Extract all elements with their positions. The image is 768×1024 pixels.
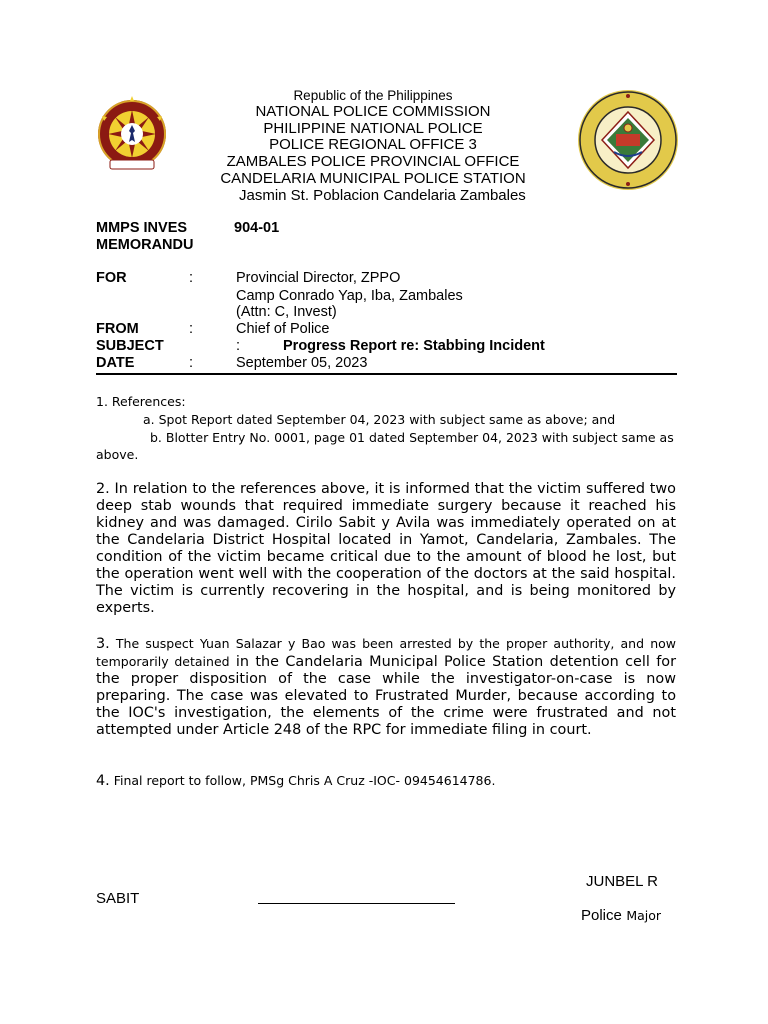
references-heading: 1. References: (96, 394, 186, 409)
header-napolcom: NATIONAL POLICE COMMISSION (255, 103, 491, 120)
paragraph-3-number: 3. (96, 636, 110, 652)
signatory-rank (581, 907, 661, 925)
reference-b-line1: b. Blotter Entry No. 0001, page 01 dated September 04, 2023 with subject same as (150, 430, 674, 445)
memo-code-line1: MMPS INVES (96, 220, 188, 236)
header-pnp: PHILIPPINE NATIONAL POLICE (263, 120, 483, 137)
for-label: FOR (96, 270, 127, 286)
for-line-1: Provincial Director, ZPPO (236, 270, 401, 286)
rank-word-1: Police (581, 907, 622, 924)
reference-a: a. Spot Report dated September 04, 2023 with subject same as above; and (143, 412, 616, 427)
paragraph-2: 2. In relation to the references above, it is informed that the victim suffered two deep stab wounds that required immediate surgery because it reached his kidney and was damaged. Cirilo Sabit y Avila was immediately operated on at the Candelaria District Hospital located in Yamot, Candelaria, Zambales. The condition of the victim became critical due to the amount of blood he lost, but the operation went well with the cooperation of the doctors at the said hospital. The victim is currently recovering in the hospital, and is being monitored by experts. (96, 481, 676, 616)
header-provincial: ZAMBALES POLICE PROVINCIAL OFFICE (226, 153, 520, 170)
subject-label: SUBJECT (96, 338, 164, 354)
header-regional: POLICE REGIONAL OFFICE 3 (269, 136, 477, 153)
from-colon: : (189, 321, 194, 337)
for-line-3: (Attn: C, Invest) (236, 304, 337, 320)
subject-value: Progress Report re: Stabbing Incident (283, 338, 545, 354)
date-value: September 05, 2023 (236, 355, 368, 371)
paragraph-3-text: in the Candelaria Municipal Police Station detention cell for the proper disposition of the case while the investigator-on-case is now preparing. The case was elevated to Frustrated Murder, because according to the IOC's investigation, the elements of the crime were frustrated and not attempted under Article 248 of the RPC for immediate filing in court. (96, 654, 676, 738)
from-value: Chief of Police (236, 321, 330, 337)
date-colon: : (189, 355, 194, 371)
from-label: FROM (96, 321, 139, 337)
memo-number: 904-01 (234, 220, 280, 236)
paragraph-4-text: Final report to follow, PMSg Chris A Cruz -IOC- 09454614786. (109, 773, 496, 788)
date-label: DATE (96, 355, 135, 371)
subject-colon: : (236, 338, 241, 354)
pnp-seal (96, 94, 168, 180)
header-station: CANDELARIA MUNICIPAL POLICE STATION (220, 170, 526, 187)
rank-word-2: Major (626, 908, 662, 923)
for-line-2: Camp Conrado Yap, Iba, Zambales (236, 288, 463, 304)
signature-line (258, 903, 455, 904)
paragraph-3-small-text: The suspect Yuan Salazar y Bao was been arrested by the proper authority, and now temporarily detained (96, 636, 676, 669)
header-address: Jasmin St. Poblacion Candelaria Zambales (239, 187, 526, 204)
header-republic: Republic of the Philippines (293, 88, 453, 103)
signatory-name-part1: JUNBEL R (586, 873, 658, 890)
reference-b-line2: above. (96, 447, 139, 462)
memo-code-line2: MEMORANDU (96, 237, 194, 253)
paragraph-3 (96, 635, 676, 739)
paragraph-4 (96, 772, 676, 790)
header-divider (96, 373, 677, 375)
station-seal (576, 88, 680, 192)
for-colon: : (189, 270, 194, 286)
signatory-name-part2: SABIT (96, 890, 140, 907)
paragraph-4-number: 4. (96, 773, 110, 789)
